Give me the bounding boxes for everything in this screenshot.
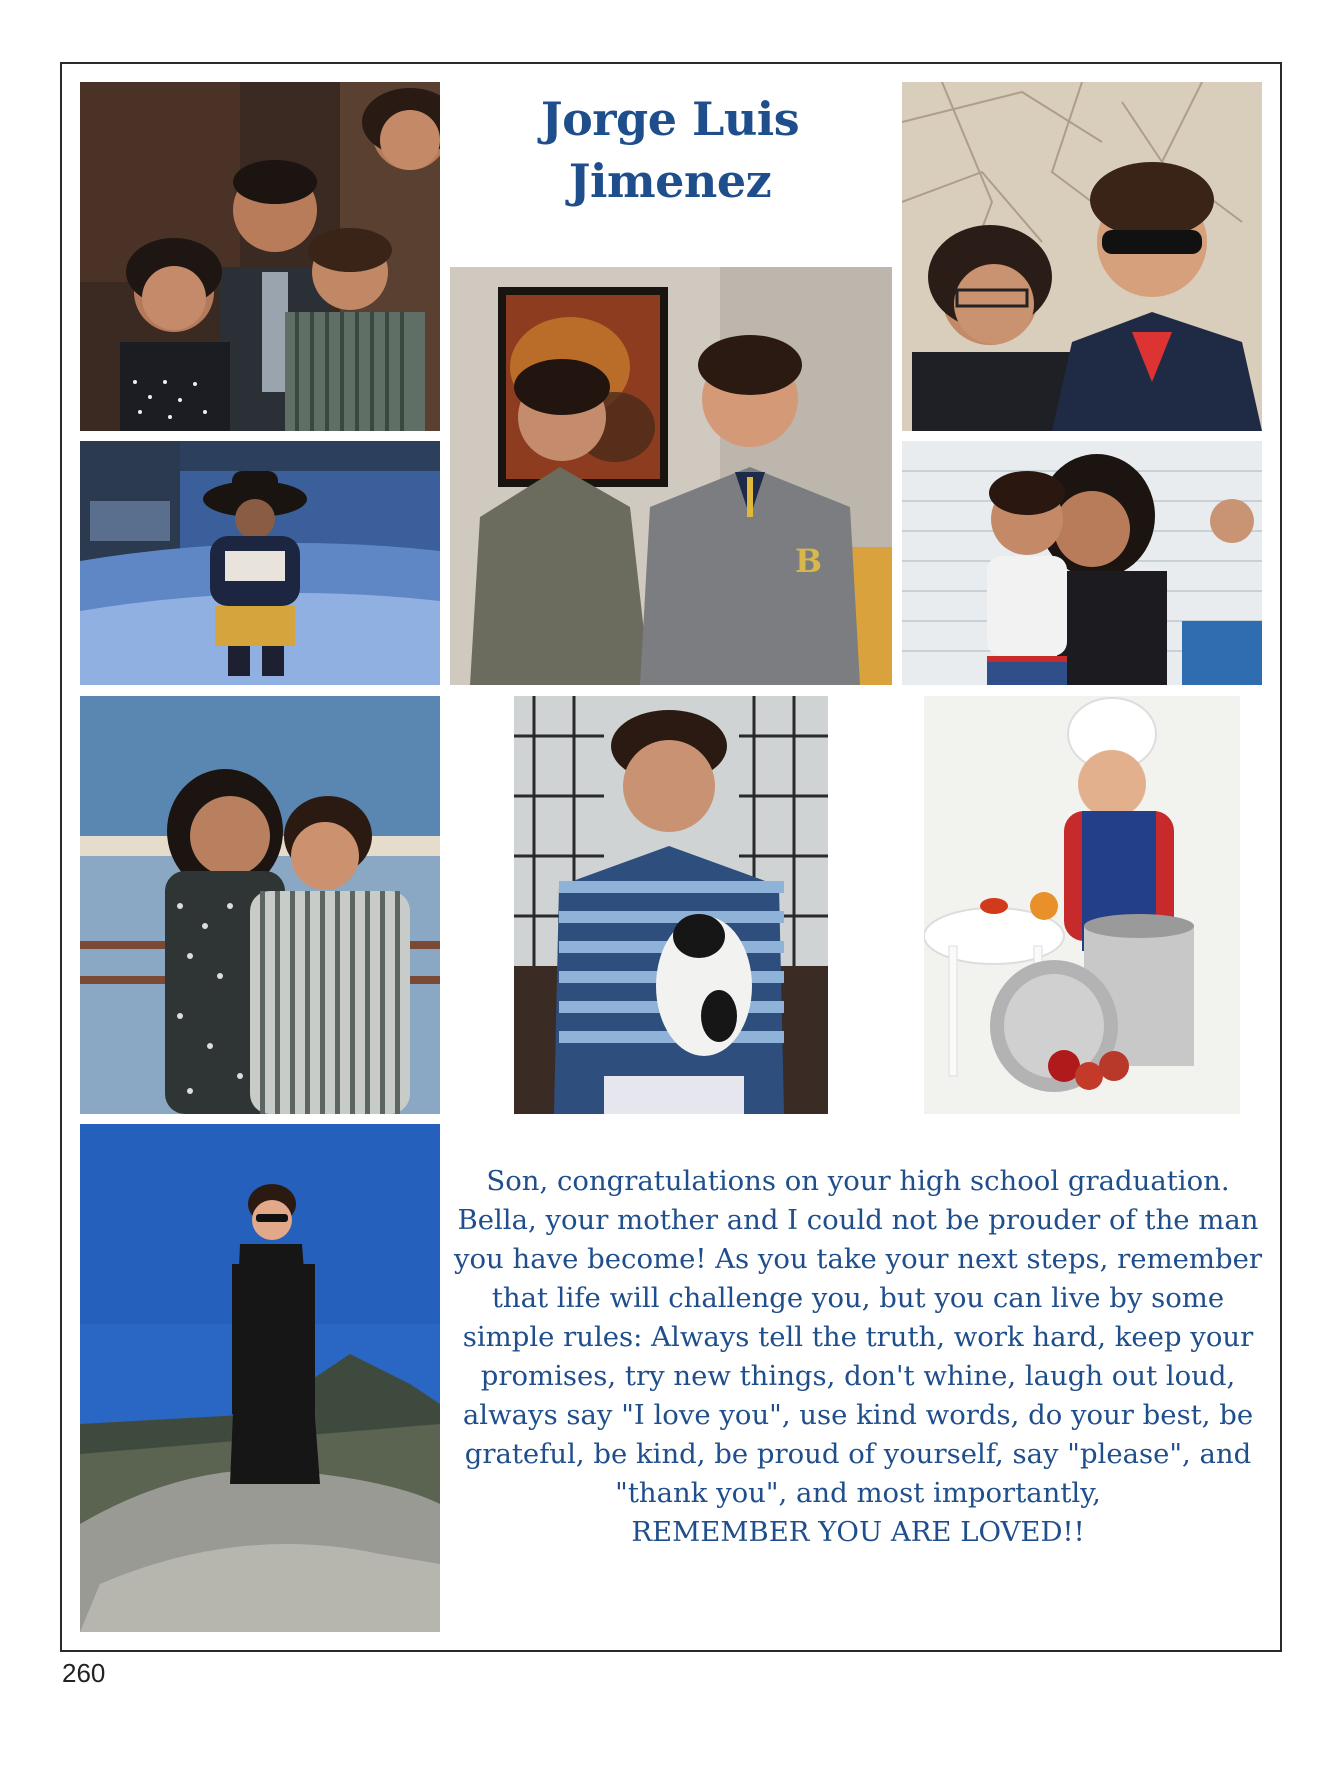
title-first-names: Jorge Luis bbox=[540, 92, 800, 146]
message-body: Son, congratulations on your high school graduation. Bella, your mother and I could not be prouder of the man you have become! As you take your next steps, remember that life will challenge you, but you can live by some simple rules: Always tell the truth, work hard, keep your promises, try new things, don't whine, laugh out loud, always say "I love you", use kind words, do your best, be grateful, be kind, be proud of yourself, say "please", and "thank you", and most importantly, bbox=[453, 1165, 1263, 1509]
boy-with-rabbit-photo bbox=[514, 696, 828, 1114]
family-portrait-photo bbox=[80, 82, 440, 431]
mountain-top-photo bbox=[80, 1124, 440, 1632]
title-surname: Jimenez bbox=[568, 154, 772, 208]
sunglasses-teen-photo bbox=[902, 82, 1262, 431]
teens-in-sweaters-photo bbox=[450, 267, 892, 685]
message-closing: REMEMBER YOU ARE LOVED!! bbox=[631, 1516, 1085, 1548]
page-title bbox=[470, 88, 870, 212]
hug-with-mother-photo bbox=[902, 441, 1262, 685]
page-number: 260 bbox=[62, 1658, 106, 1688]
graduation-message bbox=[452, 1162, 1264, 1552]
siblings-hug-photo bbox=[80, 696, 440, 1114]
snow-cowboy-photo bbox=[80, 441, 440, 685]
svg-text:B: B bbox=[795, 542, 823, 580]
baby-chef-photo bbox=[924, 696, 1240, 1114]
